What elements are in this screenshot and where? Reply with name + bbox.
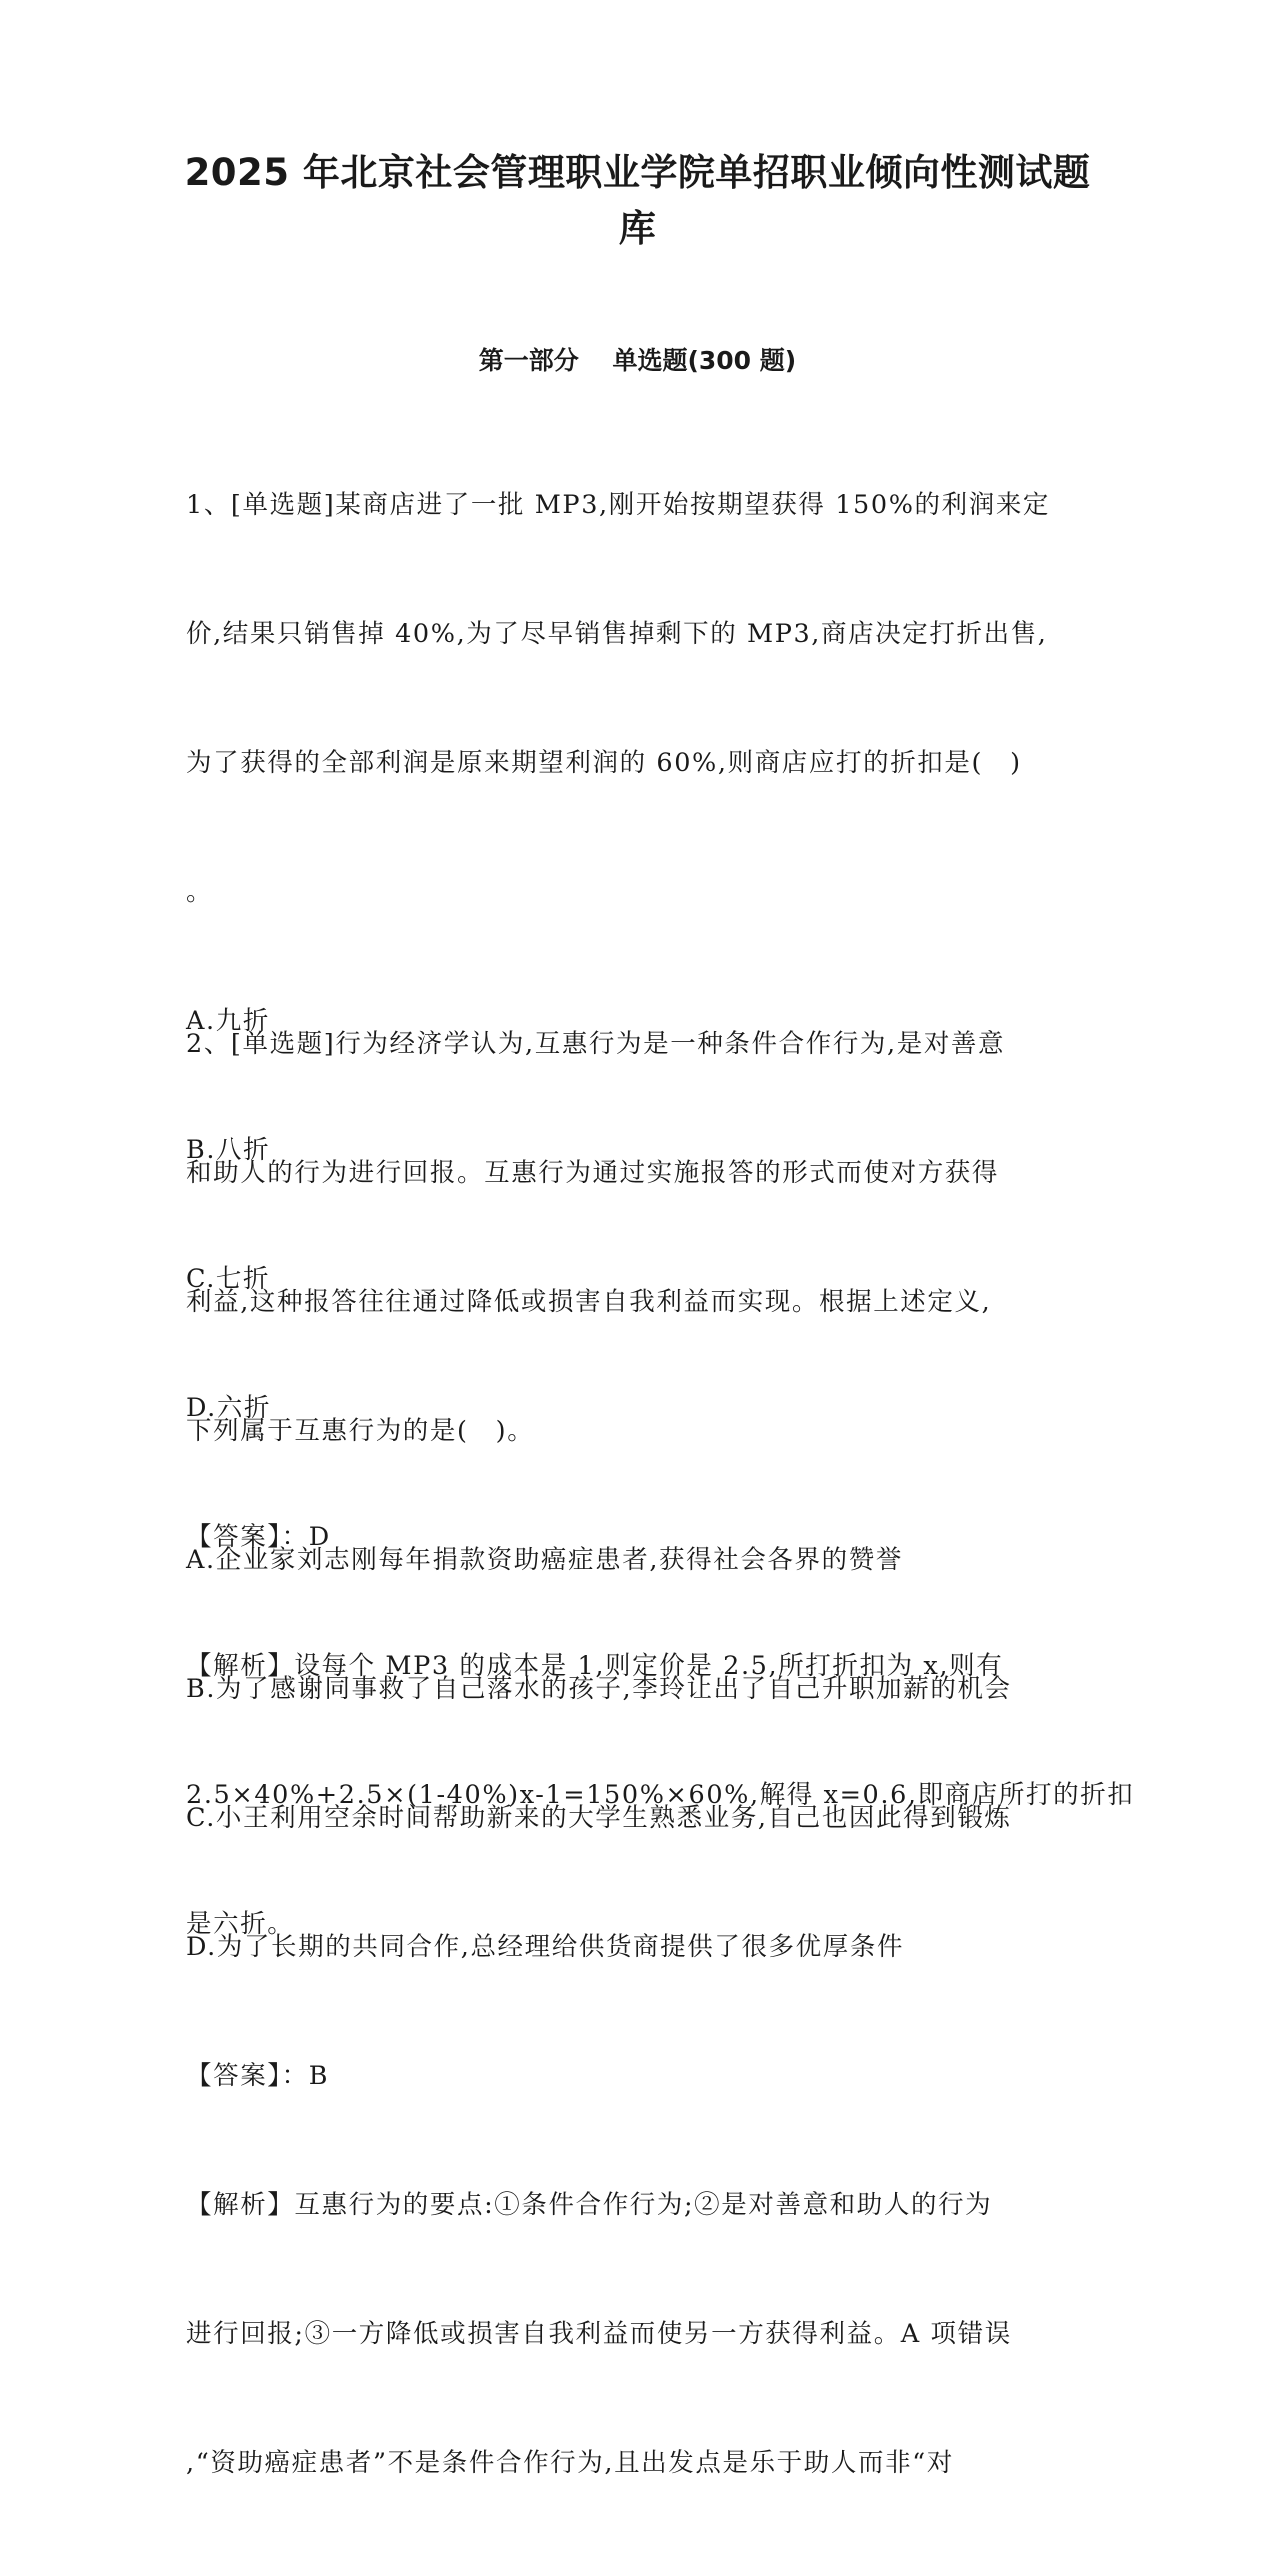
question-1-answer: 【答案】：D <box>186 1522 331 1552</box>
question-2-option-b: B.为了感谢同事救了自己落水的孩子,李玲让出了自己升职加薪的机会 <box>186 1674 1012 1704</box>
question-1-option-d: D.六折 <box>186 1393 272 1423</box>
question-1-analysis-line: 【解析】设每个 MP3 的成本是 1,则定价是 2.5,所打折扣为 x,则有 <box>186 1651 1004 1681</box>
question-1-stem-line: 。 <box>186 877 214 907</box>
question-2-stem-line: 下列属于互惠行为的是( )。 <box>186 1416 535 1446</box>
question-2-analysis-line: ,“资助癌症患者”不是条件合作行为,且出发点是乐于助人而非“对 <box>186 2448 954 2478</box>
question-2-answer: 【答案】：B <box>186 2061 330 2091</box>
question-1-stem-line: 价,结果只销售掉 40%,为了尽早销售掉剩下的 MP3,商店决定打折出售, <box>186 619 1048 649</box>
question-2-analysis-line: 进行回报;③一方降低或损害自我利益而使另一方获得利益。A 项错误 <box>186 2319 1012 2349</box>
question-2 <box>186 937 1135 2571</box>
question-2-option-a: A.企业家刘志刚每年捐款资助癌症患者,获得社会各界的赞誉 <box>186 1545 903 1575</box>
question-1-option-b: B.八折 <box>186 1135 271 1165</box>
document-title: 2025 年北京社会管理职业学院单招职业倾向性测试题库 <box>184 151 1091 250</box>
question-1-option-c: C.七折 <box>186 1264 271 1294</box>
question-2-stem-line: 利益,这种报答往往通过降低或损害自我利益而实现。根据上述定义, <box>186 1287 992 1317</box>
question-1-stem-line: 为了获得的全部利润是原来期望利润的 60%,则商店应打的折扣是( ) <box>186 748 1022 778</box>
question-2-option-c: C.小王利用空余时间帮助新来的大学生熟悉业务,自己也因此得到锻炼 <box>186 1803 1012 1833</box>
question-1-option-a: A.九折 <box>186 1006 270 1036</box>
section-title: 第一部分 单选题(300 题) <box>478 346 797 375</box>
question-2-stem-line: 2、[单选题]行为经济学认为,互惠行为是一种条件合作行为,是对善意 <box>186 1029 1006 1059</box>
question-2-stem-line: 和助人的行为进行回报。互惠行为通过实施报答的形式而使对方获得 <box>186 1158 1000 1188</box>
question-1-analysis-line: 2.5×40%+2.5×(1-40%)x-1=150%×60%,解得 x=0.6,即商店所打的折扣 <box>186 1780 1135 1810</box>
question-1-stem-line: 1、[单选题]某商店进了一批 MP3,刚开始按期望获得 150%的利润来定 <box>186 490 1051 520</box>
question-2-analysis-line: 【解析】互惠行为的要点:①条件合作行为;②是对善意和助人的行为 <box>186 2190 993 2220</box>
question-1-analysis-line: 是六折。 <box>186 1909 295 1939</box>
question-2-option-d: D.为了长期的共同合作,总经理给供货商提供了很多优厚条件 <box>186 1932 905 1962</box>
